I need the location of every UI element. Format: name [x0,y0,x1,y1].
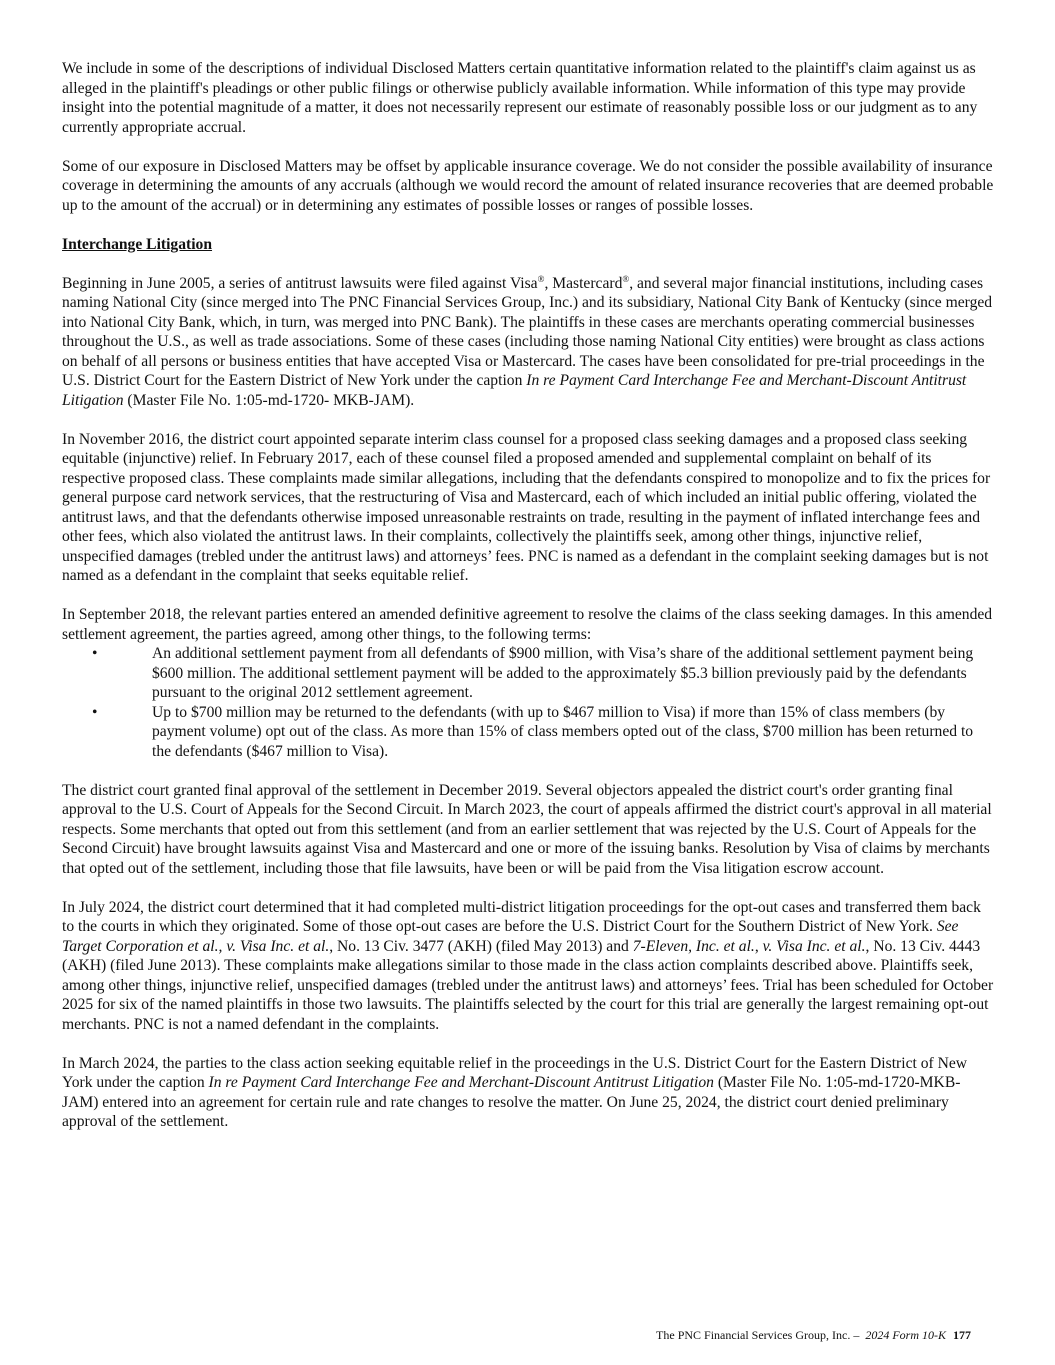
case-caption: In re Payment Card Interchange Fee and Merchant-Discount Antitrust Litigation [62,372,967,409]
case-citation: See Target Corporation et al., v. Visa Inc. et al. [62,918,959,955]
page-number: 177 [953,1328,971,1342]
list-item [62,703,994,762]
settlement-terms-list [62,644,994,761]
case-citation: 7-Eleven, Inc. et al. [632,937,755,955]
paragraph-class-counsel: In November 2016, the district court appointed separate interim class counsel for a proposed class seeking damages and a proposed class seeking equitable (injunctive) relief. In February 2017, each of these counsel filed a proposed amended and supplemental complaint on behalf of its respective proposed class. These complaints made similar allegations, including that the defendants conspired to monopolize and to fix the prices for general purpose card network services, that the restructuring of Visa and Mastercard, each of which included an initial public offering, violated the antitrust laws, and that the defendants otherwise imposed unreasonable restraints on trade, resulting in the payment of inflated interchange fees and other fees, which also violated the antitrust laws. In their complaints, collectively the plaintiffs seek, among other things, injunctive relief, unspecified damages (trebled under the antitrust laws) and attorneys’ fees. PNC is named as a defendant in the complaint seeking damages but is not named as a defendant in the complaint that seeks equitable relief. [62,430,991,584]
text-segment: In July 2024, the district court determined that it had completed multi-district litigation proceedings for the opt-out cases and transferred them back to the courts in which they originated. Some of those opt-out cases are before the U.S. District Court for the Southern District of New York. [62,898,981,935]
paragraph-quantitative-info: We include in some of the descriptions of individual Disclosed Matters certain quantitative information related to the plaintiff's claim against us as alleged in the plaintiff's pleadings or other public filings or otherwise publicly available information. While information of this type may provide insight into the potential magnitude of a matter, it does not necessarily represent our estimate of reasonably possible loss or our judgment as to any currently appropriate accrual. [62,60,978,136]
paragraph-opt-out-cases [62,898,994,1035]
bullet-glyph: • [92,703,98,721]
text-segment: , [754,937,763,955]
paragraph-antitrust-lawsuits [62,274,994,411]
list-item-text: An additional settlement payment from all defendants of $900 million, with Visa’s share of the additional settlement payment being $600 million. The additional settlement payment will be added to the approximately $5.3 billion previously paid by the defendants pursuant to the original 2012 settlement agreement. [152,645,974,701]
case-caption: In re Payment Card Interchange Fee and Merchant-Discount Antitrust Litigation [208,1074,714,1091]
page-body [62,59,994,1151]
paragraph-insurance-coverage: Some of our exposure in Disclosed Matters may be offset by applicable insurance coverage. We do not consider the possible availability of insurance coverage in determining the amounts of any accruals (although we would record the amount of related insurance recoveries that are deemed probable up to the amount of the accrual) or in determining any estimates of possible losses or ranges of possible losses. [62,157,994,214]
registered-mark: ® [537,273,545,284]
footer-form: 2024 Form 10-K [865,1328,946,1342]
list-item-text: Up to $700 million may be returned to the defendants (with up to $467 million to Visa) if more than 15% of class members (by payment volume) opt out of the class. As more than 15% of class members opted out of the class, $700 million has been returned to the defendants ($467 million to Visa). [152,703,974,760]
page-footer [656,1328,971,1342]
paragraph-equitable-relief [62,1054,994,1132]
text-segment: , and several major financial institutions, including cases naming National City (since merged into The PNC Financial Services Group, Inc.) and its subsidiary, National City Bank of Kentucky (since merged into National City Bank, which, in turn, was merged into PNC Bank). The plaintiffs in these cases are merchants operating commercial businesses throughout the U.S., as well as trade associations. Some of these cases (including those naming National City entities) were brought as class actions on behalf of all persons or business entities that have accepted Visa or Mastercard. The cases have been consolidated for pre-trial proceedings in the U.S. District Court for the Eastern District of New York under the caption [62,274,993,389]
section-heading: Interchange Litigation [62,235,213,253]
paragraph-settlement-agreement: In September 2018, the relevant parties entered an amended definitive agreement to resolve the claims of the class seeking damages. In this amended settlement agreement, the parties agreed, among other things, to the following terms: [62,606,993,643]
text-segment: , No. 13 Civ. 3477 (AKH) (filed May 2013) and [329,937,633,955]
text-segment: (Master File No. 1:05-md-1720-MKB-JAM) entered into an agreement for certain rule and rate changes to resolve the matter. On June 25, 2024, the district court denied preliminary approval of the settlement. [62,1074,961,1130]
text-segment: , Mastercard [544,274,623,292]
case-citation: v. Visa Inc. et al. [762,937,866,955]
bullet-glyph: • [92,645,98,662]
text-segment: (Master File No. 1:05-md-1720- MKB-JAM). [123,391,415,409]
text-segment: Beginning in June 2005, a series of antitrust lawsuits were filed against Visa [62,274,538,292]
footer-company: The PNC Financial Services Group, Inc. – [656,1328,860,1342]
text-segment: , No. 13 Civ. 4443 (AKH) (filed June 2013). These complaints make allegations similar to those made in the class action complaints described above. Plaintiffs seek, among other things, injunctive relief, unspecified damages (trebled under the antitrust laws) and attorneys’ fees. Trial has been scheduled for October 2025 for six of the named plaintiffs in those two lawsuits. The plaintiffs selected by the court for this trial are generally the largest remaining opt-out merchants. PNC is not a named defendant in the complaints. [62,937,994,1033]
paragraph-final-approval: The district court granted final approval of the settlement in December 2019. Several objectors appealed the district court's order granting final approval to the U.S. Court of Appeals for the Second Circuit. In March 2023, the court of appeals affirmed the district court's approval in all material respects. Some merchants that opted out from this settlement (and from an earlier settlement that was rejected by the U.S. Court of Appeals for the Second Circuit) have brought lawsuits against Visa and Mastercard and one or more of the issuing banks. Resolution by Visa of claims by merchants that opted out of the settlement, including those that file lawsuits, have been or will be paid from the Visa litigation escrow account. [62,781,992,877]
text-segment: In March 2024, the parties to the class action seeking equitable relief in the proceedings in the U.S. District Court for the Eastern District of New York under the caption [62,1054,968,1091]
registered-mark: ® [622,273,630,284]
list-item [62,644,994,703]
